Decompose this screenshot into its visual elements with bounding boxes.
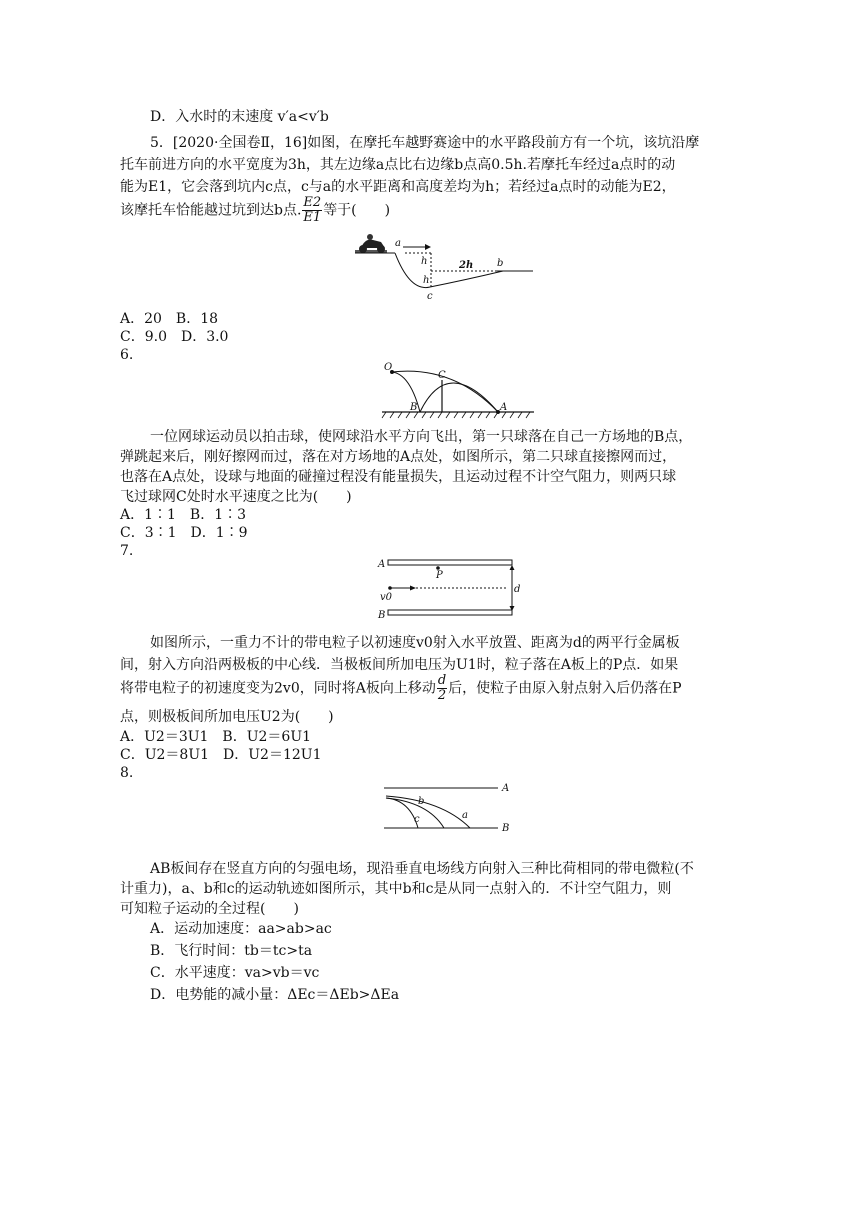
q8-option-d: D．电势能的减小量：ΔEc＝ΔEb>ΔEa xyxy=(150,987,400,1003)
q7-frac-num: d xyxy=(437,673,447,688)
q6-text-line1: 一位网球运动员以拍击球，使网球沿水平方向飞出，第一只球落在自己一方场地的B点， xyxy=(150,429,693,445)
q4-option-d: D．入水时的末速度 v′a<v′b xyxy=(150,109,329,125)
q5-text-line4-post: 等于( ) xyxy=(323,202,391,219)
label-b: b xyxy=(418,796,425,807)
label-p: P xyxy=(436,570,443,581)
q5-option-ab: A．20 B．18 xyxy=(120,311,219,327)
label-a: a xyxy=(395,238,401,249)
q7-frac-den: 2 xyxy=(437,688,447,703)
q7-text-line2: 间，射入方向沿两极板的中心线．当极板间所加电压为U1时，粒子落在A板上的P点．如果 xyxy=(120,657,679,673)
q5-text-line1: 5．[2020·全国卷Ⅱ，16]如图，在摩托车越野赛途中的水平路段前方有一个坑，该坑沿摩 xyxy=(150,135,700,151)
label-b: b xyxy=(497,258,504,269)
label-2h: 2h xyxy=(459,260,474,271)
label-o: O xyxy=(384,362,393,373)
q6-number: 6. xyxy=(120,347,134,363)
q5-fraction xyxy=(302,196,322,225)
distance-arrow-up xyxy=(510,565,515,570)
q5-text-line2: 托车前进方向的水平宽度为3h，其左边缘a点比右边缘b点高0.5h.若摩托车经过a点时的动 xyxy=(120,157,676,173)
label-h2: h xyxy=(423,275,430,286)
label-b-plate: B xyxy=(502,823,510,834)
label-b: B xyxy=(378,610,386,621)
q7-option-ab: A．U2＝3U1 B．U2＝6U1 xyxy=(120,729,312,745)
q5-frac-den: E1 xyxy=(303,210,322,225)
velocity-arrowhead xyxy=(410,586,416,591)
q5-text-line4-pre: 该摩托车恰能越过坑到达b点. xyxy=(120,202,302,219)
q6-option-cd: C．3∶1 D．1∶9 xyxy=(120,525,248,541)
q5-frac-num: E2 xyxy=(303,195,322,210)
q6-option-ab: A．1∶1 B．1∶3 xyxy=(120,507,247,523)
q8-text-line3: 可知粒子运动的全过程( ) xyxy=(120,901,299,917)
q8-option-a: A．运动加速度：aa>ab>ac xyxy=(150,921,332,937)
label-v0: v0 xyxy=(380,592,393,603)
q8-option-b: B．飞行时间：tb＝tc>ta xyxy=(150,943,313,959)
q8-text-line1: AB板间存在竖直方向的匀强电场，现沿垂直电场线方向射入三种比荷相同的带电微粒(不 xyxy=(150,861,694,877)
q6-text-line2: 弹跳起来后，刚好擦网而过，落在对方场地的A点处，如图所示，第二只球直接擦网而过， xyxy=(120,449,677,465)
q7-text-line3 xyxy=(120,674,682,703)
bounce-path xyxy=(420,383,498,412)
q5-pit-figure xyxy=(355,232,535,304)
plate-a xyxy=(388,560,512,565)
motorcycle-icon xyxy=(355,234,387,253)
ground-hatching xyxy=(382,412,530,418)
q6-text-line3: 也落在A点处，设球与地面的碰撞过程没有能量损失，且运动过程不计空气阻力，则两只球 xyxy=(120,469,677,485)
label-a: a xyxy=(462,810,468,821)
q8-trajectories-figure xyxy=(380,780,514,836)
label-c: c xyxy=(427,291,433,302)
q7-number: 7. xyxy=(120,543,134,559)
q7-text-line1: 如图所示，一重力不计的带电粒子以初速度v0射入水平放置、距离为d的两平行金属板 xyxy=(150,635,680,651)
q5-option-cd: C．9.0 D．3.0 xyxy=(120,329,229,345)
q6-text-line4: 飞过球网C处时水平速度之比为( ) xyxy=(120,489,352,505)
q7-option-cd: C．U2＝8U1 D．U2＝12U1 xyxy=(120,747,322,763)
q6-tennis-figure xyxy=(378,360,538,422)
q5-text-line4 xyxy=(120,196,390,225)
q7-text-line3-pre: 将带电粒子的初速度变为2v0，同时将A板向上移动 xyxy=(120,680,436,697)
label-c: C xyxy=(438,370,446,381)
pit-curve xyxy=(395,253,503,288)
q7-text-line3-post: 后，使粒子由原入射点射入后仍落在P xyxy=(448,680,682,697)
q7-fraction xyxy=(437,674,447,703)
label-b: B xyxy=(410,402,418,413)
q7-plates-figure xyxy=(376,556,522,622)
q5-text-line3: 能为E1，它会落到坑内c点，c与a的水平距离和高度差均为h；若经过a点时的动能为E2， xyxy=(120,179,676,195)
label-a: A xyxy=(378,559,386,570)
q7-text-line4: 点，则极板间所加电压U2为( ) xyxy=(120,709,334,725)
q8-text-line2: 计重力)，a、b和c的运动轨迹如图所示，其中b和c是从同一点射入的．不计空气阻力，则 xyxy=(120,881,672,897)
label-c: c xyxy=(414,814,420,825)
label-h1: h xyxy=(421,256,428,267)
velocity-arrowhead xyxy=(425,244,431,250)
label-d: d xyxy=(514,584,521,595)
label-a-plate: A xyxy=(502,783,510,794)
q8-option-c: C．水平速度：va>vb＝vc xyxy=(150,965,320,981)
q8-number: 8. xyxy=(120,765,134,781)
plate-b xyxy=(388,610,512,615)
label-a: A xyxy=(500,402,508,413)
